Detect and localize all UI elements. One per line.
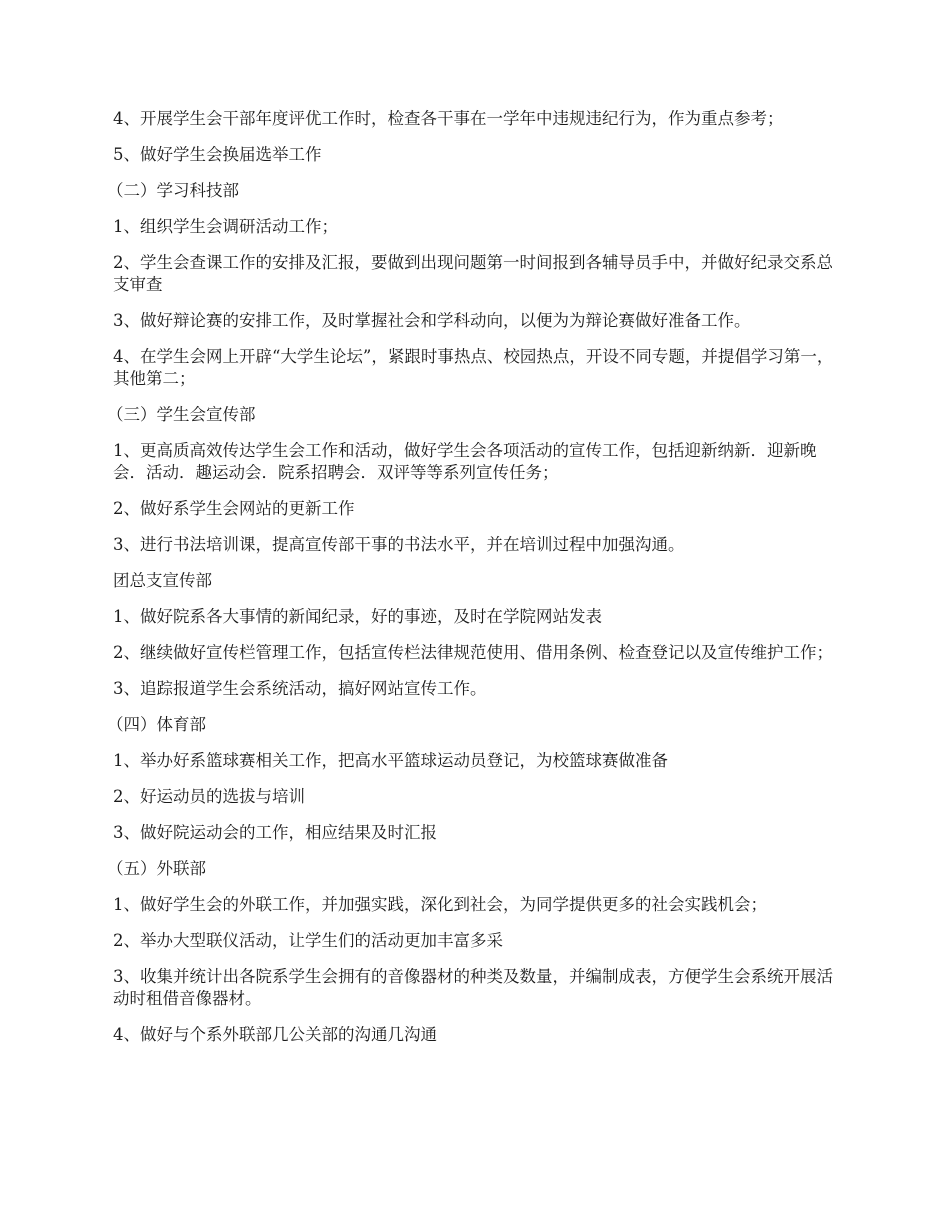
paragraph: 2、好运动员的选拔与培训 xyxy=(113,787,305,806)
paragraph: 2、学生会查课工作的安排及汇报，要做到出现问题第一时间报到各辅导员手中，并做好纪录交系总支审查 xyxy=(113,253,833,294)
paragraph: 5、做好学生会换届选举工作 xyxy=(113,145,322,164)
section-heading: （五）外联部 xyxy=(107,859,206,878)
section-heading: （四）体育部 xyxy=(107,715,206,734)
section-heading: 团总支宣传部 xyxy=(113,571,212,590)
paragraph: 4、开展学生会干部年度评优工作时，检查各干事在一学年中违规违纪行为，作为重点参考； xyxy=(113,109,784,128)
paragraph: 1、做好院系各大事情的新闻纪录，好的事迹，及时在学院网站发表 xyxy=(113,607,602,626)
paragraph: 3、进行书法培训课，提高宣传部干事的书法水平，并在培训过程中加强沟通。 xyxy=(113,535,685,554)
section-heading: （二）学习科技部 xyxy=(107,181,239,200)
paragraph: 1、做好学生会的外联工作，并加强实践，深化到社会，为同学提供更多的社会实践机会； xyxy=(113,895,767,914)
paragraph: 3、做好辩论赛的安排工作，及时掌握社会和学科动向，以便为为辩论赛做好准备工作。 xyxy=(113,311,751,330)
paragraph: 1、更高质高效传达学生会工作和活动，做好学生会各项活动的宣传工作，包括迎新纳新．迎新晚会．活动．趣运动会．院系招聘会．双评等等系列宣传任务； xyxy=(113,441,817,482)
paragraph: 3、追踪报道学生会系统活动，搞好网站宣传工作。 xyxy=(113,679,487,698)
paragraph: 1、举办好系篮球赛相关工作，把高水平篮球运动员登记，为校篮球赛做准备 xyxy=(113,751,668,770)
paragraph: 1、组织学生会调研活动工作； xyxy=(113,217,338,236)
paragraph: 2、继续做好宣传栏管理工作，包括宣传栏法律规范使用、借用条例、检查登记以及宣传维护工作； xyxy=(113,643,833,662)
paragraph: 4、在学生会网上开辟“大学生论坛”，紧跟时事热点、校园热点，开设不同专题，并提倡学习第一，其他第二； xyxy=(113,347,834,388)
paragraph: 2、举办大型联仪活动，让学生们的活动更加丰富多采 xyxy=(113,931,503,950)
section-heading: （三）学生会宣传部 xyxy=(107,405,256,424)
paragraph: 2、做好系学生会网站的更新工作 xyxy=(113,499,355,518)
paragraph: 3、收集并统计出各院系学生会拥有的音像器材的种类及数量，并编制成表，方便学生会系统开展活动时租借音像器材。 xyxy=(113,967,833,1008)
document-page xyxy=(107,108,835,1060)
paragraph: 3、做好院运动会的工作，相应结果及时汇报 xyxy=(113,823,437,842)
paragraph: 4、做好与个系外联部几公关部的沟通几沟通 xyxy=(113,1025,437,1044)
